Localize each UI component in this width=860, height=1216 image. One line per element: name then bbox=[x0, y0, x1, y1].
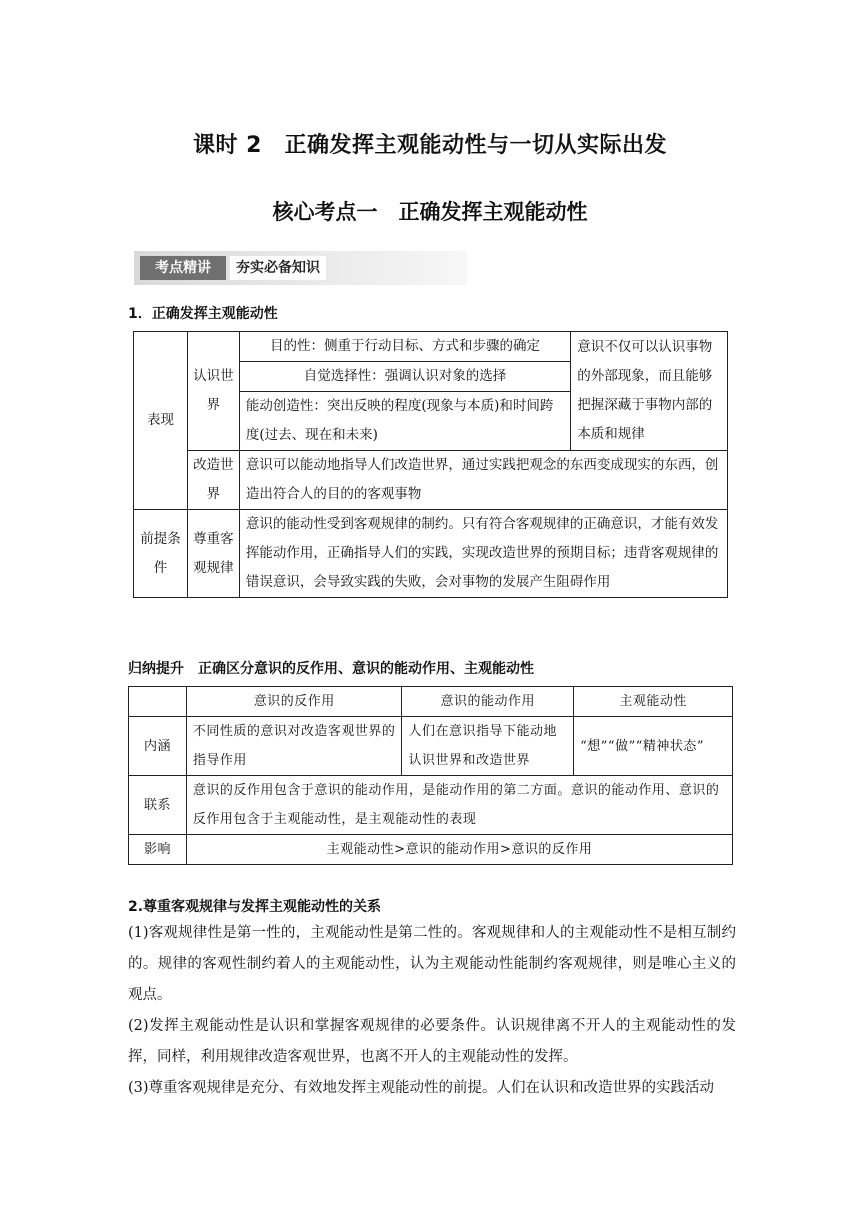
cell-zunzhong: 尊重客观规律 bbox=[187, 510, 239, 598]
cell-gaizao: 改造世界 bbox=[187, 451, 239, 510]
header-fanzuoyong: 意识的反作用 bbox=[186, 687, 402, 717]
row-label-neihan: 内涵 bbox=[129, 717, 187, 776]
section3-heading: 2.尊重客观规律与发挥主观能动性的关系 bbox=[128, 899, 382, 915]
cell-nengdong: 能动创造性：突出反映的程度(现象与本质)和时间跨度(过去、现在和未来) bbox=[239, 392, 570, 451]
banner-tag: 考点精讲 bbox=[140, 256, 226, 280]
row-label-yingxiang: 影响 bbox=[129, 835, 187, 865]
page-title: 课时 2 正确发挥主观能动性与一切从实际出发 bbox=[193, 133, 667, 158]
cell-renshi-note: 意识不仅可以认识事物的外部现象，而且能够把握深藏于事物内部的本质和规律 bbox=[571, 332, 728, 451]
cell-neihan-2: 人们在意识指导下能动地认识世界和改造世界 bbox=[402, 717, 574, 776]
paragraph-1: (1)客观规律性是第一性的，主观能动性是第二性的。客观规律和人的主观能动性不是相互制约的。规律的客观性制约着人的主观能动性，认为主观能动性能制约客观规律，则是唯心主义的观点。 bbox=[128, 925, 736, 1003]
cell-yingxiang: 主观能动性>意识的能动作用>意识的反作用 bbox=[186, 835, 732, 865]
header-zhuguan: 主观能动性 bbox=[574, 687, 733, 717]
cell-zunzhong-text: 意识的能动性受到客观规律的制约。只有符合客观规律的正确意识，才能有效发挥能动作用，正确指导人们的实践，实现改造世界的预期目标；违背客观规律的错误意识，会导致实践的失败，会对事物的发展产生阻碍作用 bbox=[239, 510, 727, 598]
paragraph-3: (3)尊重客观规律是充分、有效地发挥主观能动性的前提。人们在认识和改造世界的实践活动 bbox=[128, 1080, 715, 1096]
comparison-table bbox=[128, 686, 733, 865]
cell-neihan-1: 不同性质的意识对改造客观世界的指导作用 bbox=[186, 717, 402, 776]
section2-heading: 归纳提升 正确区分意识的反作用、意识的能动作用、主观能动性 bbox=[128, 661, 534, 677]
paragraph-2: (2)发挥主观能动性是认识和掌握客观规律的必要条件。认识规律离不开人的主观能动性的发挥，同样，利用规律改造客观世界，也离不开人的主观能动性的发挥。 bbox=[128, 1018, 736, 1065]
section1-heading: 1．正确发挥主观能动性 bbox=[128, 306, 278, 322]
row-label-lianxi: 联系 bbox=[129, 776, 187, 835]
cell-lianxi: 意识的反作用包含于意识的能动作用，是能动作用的第二方面。意识的能动作用、意识的反作用包含于主观能动性，是主观能动性的表现 bbox=[186, 776, 732, 835]
cell-renshi: 认识世界 bbox=[187, 332, 239, 451]
header-nengdong: 意识的能动作用 bbox=[402, 687, 574, 717]
banner-text: 夯实必备知识 bbox=[230, 256, 326, 280]
section-banner bbox=[134, 251, 467, 285]
cell-mudi: 目的性：侧重于行动目标、方式和步骤的确定 bbox=[239, 332, 570, 362]
cell-zijue: 自觉选择性：强调认识对象的选择 bbox=[239, 362, 570, 392]
initiative-table bbox=[133, 331, 728, 598]
cell-biaoxian: 表现 bbox=[134, 332, 188, 510]
page-subtitle: 核心考点一 正确发挥主观能动性 bbox=[272, 200, 588, 224]
cell-neihan-3: “想”“做”“精神状态” bbox=[574, 717, 733, 776]
cell-empty-header bbox=[129, 687, 187, 717]
cell-qianti: 前提条件 bbox=[134, 510, 188, 598]
cell-gaizao-text: 意识可以能动地指导人们改造世界，通过实践把观念的东西变成现实的东西，创造出符合人的目的的客观事物 bbox=[239, 451, 727, 510]
